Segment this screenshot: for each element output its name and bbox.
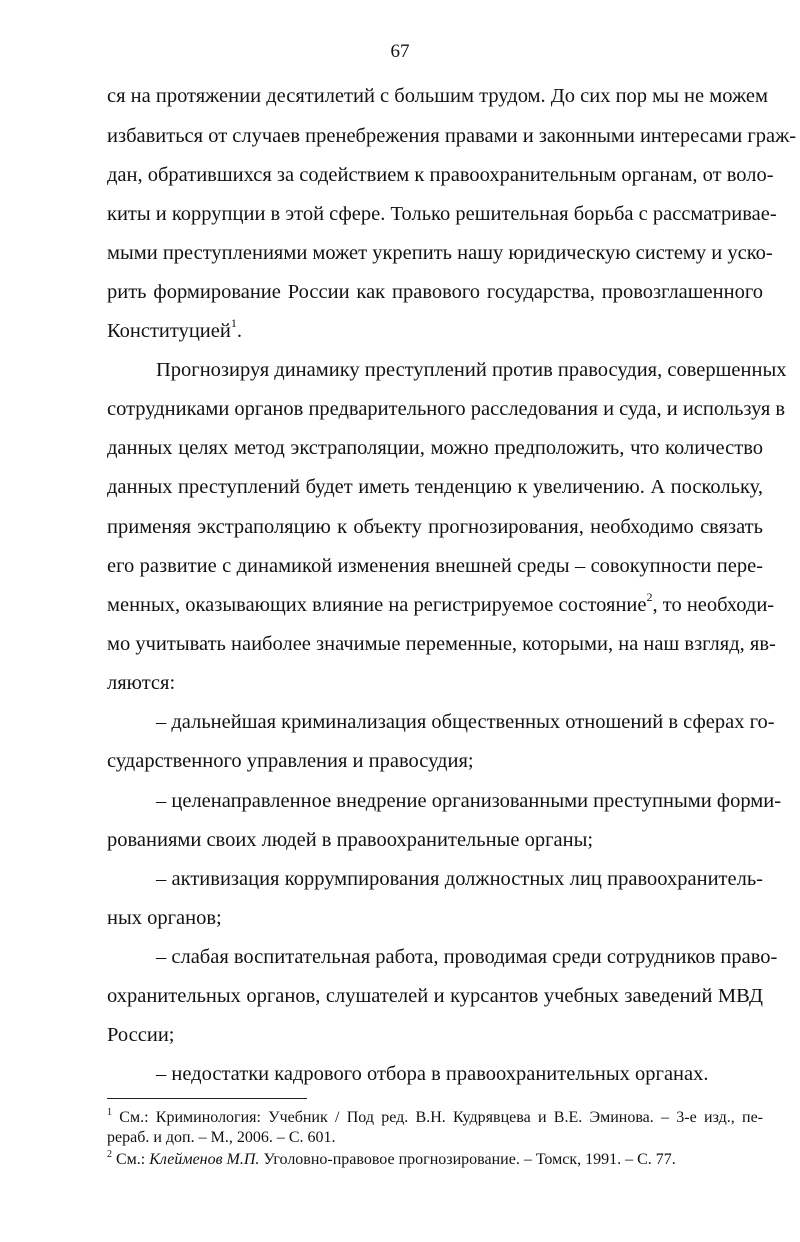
- text-line: охранительных органов, слушателей и курсантов учебных заведений МВД: [107, 985, 763, 1007]
- text-line: ся на протяжении десятилетий с большим трудом. До сих пор мы не можем: [107, 85, 768, 107]
- text-line: данных преступлений будет иметь тенденцию к увеличению. А поскольку,: [107, 476, 763, 498]
- text-line: киты и коррупции в этой сфере. Только решительная борьба с рассматривае-: [107, 203, 777, 225]
- text-line: ных органов;: [107, 907, 222, 929]
- footnote-author: Клейменов М.П.: [149, 1151, 260, 1168]
- list-item: – активизация коррумпирования должностных лиц правоохранитель-: [156, 868, 763, 890]
- text-line: менных, оказывающих влияние на регистрируемое состояние$^2$, то необходи-: [107, 590, 775, 616]
- list-item: – целенаправленное внедрение организованными преступными форми-: [156, 790, 782, 812]
- footnote-separator: [107, 1098, 307, 1099]
- text-line: рованиями своих людей в правоохранительные органы;: [107, 829, 594, 851]
- footnote-ref[interactable]: 1: [230, 316, 237, 331]
- text-line: дан, обратившихся за содействием к правоохранительным органам, от воло-: [107, 164, 774, 186]
- list-item: – слабая воспитательная работа, проводимая среди сотрудников право-: [156, 946, 778, 968]
- text-line: России;: [107, 1024, 175, 1046]
- text-line: Конституцией$^1$.: [107, 316, 242, 342]
- text-line: его развитие с динамикой изменения внешней среды – совокупности пере-: [107, 555, 763, 577]
- text-line: сотрудниками органов предварительного расследования и суда, и используя в: [107, 398, 786, 420]
- text-line: данных целях метод экстраполяции, можно предположить, что количество: [107, 437, 763, 459]
- list-item: – недостатки кадрового отбора в правоохранительных органах.: [156, 1063, 709, 1085]
- footnote-1-cont: рераб. и доп. – М., 2006. – С. 601.: [107, 1129, 336, 1146]
- footnote-ref[interactable]: 2: [646, 590, 653, 605]
- footnote-1: $^1$ См.: Криминология: Учебник / Под ред. В.Н. Кудрявцева и В.Е. Эминова. – 3-е изд., пе-: [107, 1106, 764, 1126]
- text-line: ляются:: [107, 672, 176, 694]
- text-line: сударственного управления и правосудия;: [107, 750, 474, 772]
- footnote-2: $^2$ См.: Клейменов М.П. Уголовно-правовое прогнозирование. – Томск, 1991. – С. 77.: [107, 1148, 676, 1168]
- text-line: применяя экстраполяцию к объекту прогнозирования, необходимо связать: [107, 516, 763, 538]
- list-item: – дальнейшая криминализация общественных отношений в сферах го-: [156, 711, 775, 733]
- text-line: мо учитывать наиболее значимые переменные, которыми, на наш взгляд, яв-: [107, 633, 776, 655]
- text-line: избавиться от случаев пренебрежения правами и законными интересами граж-: [107, 125, 797, 147]
- text-line: рить формирование России как правового государства, провозглашенного: [107, 281, 763, 303]
- page-number: 67: [390, 41, 410, 62]
- paragraph-start: Прогнозируя динамику преступлений против правосудия, совершенных: [156, 359, 787, 381]
- text-line: мыми преступлениями может укрепить нашу юридическую систему и уско-: [107, 242, 773, 264]
